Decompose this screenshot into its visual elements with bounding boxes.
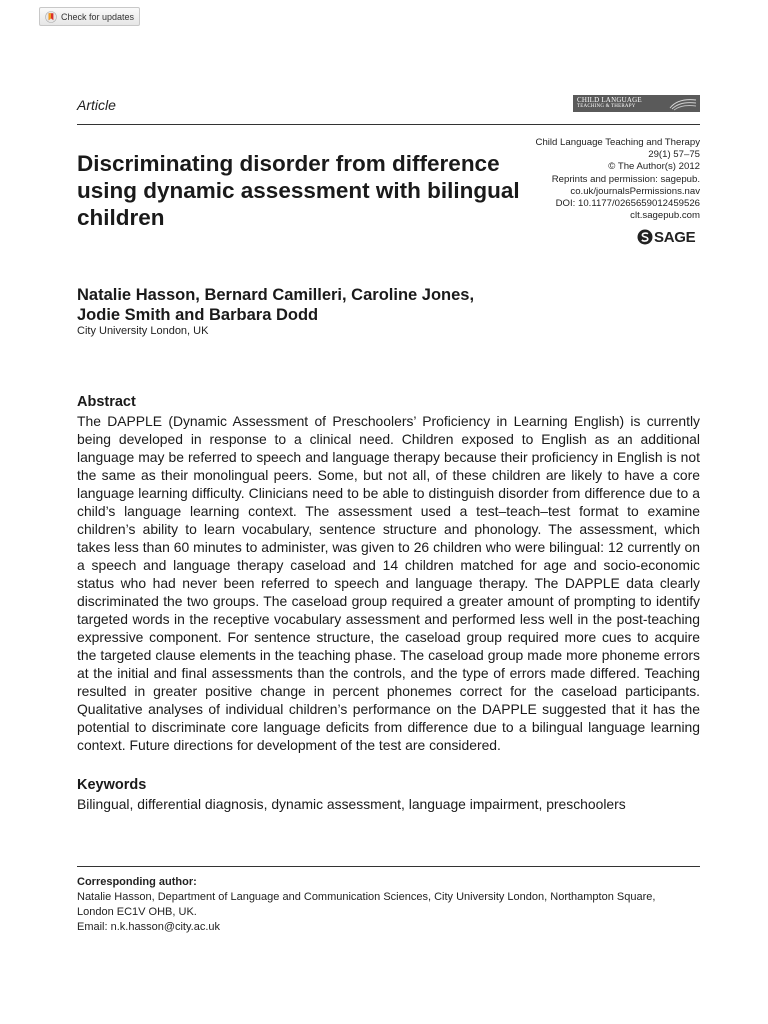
article-title: Discriminating disorder from difference using dynamic assessment with bilingual children: [77, 151, 520, 230]
corresponding-author-address: Natalie Hasson, Department of Language and Communication Sciences, City University London, Northampton Square,: [77, 891, 656, 903]
reprints-line-2[interactable]: co.uk/journalsPermissions.nav: [570, 185, 700, 197]
journal-logo-line2: TEACHING & THERAPY: [577, 104, 636, 109]
check-for-updates-button[interactable]: [39, 7, 140, 26]
sage-logo: [637, 228, 695, 246]
author-affiliation: City University London, UK: [77, 325, 209, 337]
journal-volume: 29(1) 57–75: [648, 149, 700, 161]
crossmark-icon: [45, 11, 57, 23]
abstract-text: The DAPPLE (Dynamic Assessment of Preschoolers’ Proficiency in Learning English) is currently being developed in response to a clinical need. Children exposed to English as an additional language may be referred to speech and language therapy because their proficiency in English is not the same as their monolingual peers. Some, but not all, of these children are likely to have a core language learning difficulty. Clinicians need to be able to distinguish disorder from difference due to a child’s language learning context. The assessment used a test–teach–test format to examine children’s ability to learn vocabulary, sentence structure and phonology. The assessment, which takes less than 60 minutes to administer, was given to 26 children who were bilingual: 12 currently on a speech and language therapy caseload and 14 children matched for age and socio-economic status who had never been referred to speech and language therapy. The DAPPLE data clearly discriminated the two groups. The caseload group required a greater amount of prompting to identify targeted words in the receptive vocabulary assessment and performed less well in the post-teaching expressive component. For sentence structure, the caseload group required more cues to acquire the targeted clause elements in the teaching phase. The caseload group made more phoneme errors at the initial and final assessments than the controls, and the type of errors made differed. Teaching resulted in greater positive change in percent phonemes correct for the caseload participants. Qualitative analyses of individual children’s performance on the DAPPLE suggested that it has the potential to discriminate core language deficits from difference due to a bilingual language learning context. Future directions for development of the test are considered.: [77, 413, 700, 753]
copyright-line: © The Author(s) 2012: [608, 161, 700, 173]
reprints-line-1: Reprints and permission: sagepub.: [551, 173, 700, 185]
corresponding-author: [77, 875, 700, 935]
author-list: Natalie Hasson, Bernard Camilleri, Caroline Jones, Jodie Smith and Barbara Dodd: [77, 286, 475, 324]
journal-site-link[interactable]: clt.sagepub.com: [630, 210, 700, 222]
journal-logo-line1: CHILD LANGUAGE: [577, 96, 642, 104]
corresponding-author-heading: Corresponding author:: [77, 876, 197, 888]
journal-logo: [573, 95, 700, 112]
header-rule: [77, 124, 700, 125]
sage-wordmark: SAGE: [654, 228, 696, 246]
sage-s-icon: [637, 229, 653, 245]
corresponding-author-email[interactable]: Email: n.k.hasson@city.ac.uk: [77, 921, 221, 933]
journal-name: Child Language Teaching and Therapy: [535, 137, 700, 148]
journal-metadata: [480, 137, 700, 222]
article-type-label: Article: [77, 97, 116, 113]
abstract-heading: Abstract: [77, 394, 136, 410]
keywords-text: Bilingual, differential diagnosis, dynamic assessment, language impairment, preschoolers: [77, 796, 626, 812]
footer-rule: [77, 866, 700, 867]
keywords-heading: Keywords: [77, 777, 147, 793]
check-for-updates-label: Check for updates: [61, 11, 135, 22]
doi-link[interactable]: DOI: 10.1177/0265659012459526: [555, 198, 700, 210]
corresponding-author-postcode: London EC1V OHB, UK.: [77, 906, 197, 918]
journal-logo-graphic: [668, 96, 698, 111]
